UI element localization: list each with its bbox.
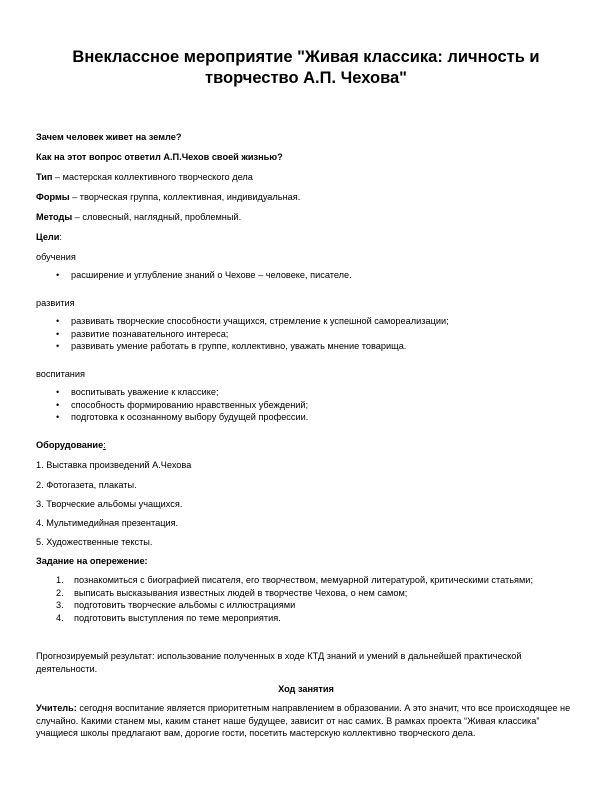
- forms-text: – творческая группа, коллективная, индивидуальная.: [69, 192, 301, 202]
- methods-label: Методы: [36, 212, 73, 222]
- education-label: обучения: [36, 252, 76, 262]
- type-label: Тип: [36, 172, 53, 182]
- equipment-item: 2. Фотогазета, плакаты.: [36, 480, 137, 490]
- methods-text: – словесный, наглядный, проблемный.: [72, 212, 242, 222]
- advance-task-list: [56, 574, 574, 624]
- item-number: 1.: [56, 575, 64, 585]
- list-item: • развивать умение работать в группе, коллективно, уважать мнение товарища.: [56, 340, 449, 353]
- goals-label: Цели: [36, 232, 60, 242]
- list-item: • развитие познавательного интереса;: [56, 328, 449, 341]
- list-item: • расширение и углубление знаний о Чехове – человеке, писателе.: [56, 269, 352, 282]
- item-number: 2.: [56, 587, 64, 598]
- item-number: 4.: [56, 612, 64, 623]
- list-item: [56, 587, 574, 600]
- list-item: [56, 574, 574, 587]
- equipment-item: 4. Мультимедийная презентация.: [36, 518, 179, 528]
- upbringing-list: [56, 386, 308, 424]
- goals-colon: :: [59, 232, 62, 242]
- forms-label: Формы: [36, 192, 70, 202]
- teacher-paragraph: [36, 702, 576, 740]
- item-text: познакомиться с биографией писателя, его творчеством, мемуарной литературой, критическими статьями;: [74, 575, 533, 585]
- expected-result: Прогнозируемый результат: использование полученных в ходе КТД знаний и умений в дальнейшей практической деятельности.: [36, 651, 522, 674]
- page-title: Внеклассное мероприятие "Живая классика: личность и творчество А.П. Чехова": [72, 48, 540, 87]
- education-list: [56, 269, 352, 282]
- teacher-text: сегодня воспитание является приоритетным направлением в образовании. А это значит, что все происходящее не случайно. Какими станем мы, каким станет наше будущее, зависит от нас самих. В рамках проекта “Живая классика” учащиеся школы предлагают вам, дорогие гости, посетить мастерскую коллективно творческого дела.: [36, 703, 571, 738]
- methods-line: [36, 211, 241, 223]
- goals-heading: [36, 231, 62, 243]
- question-1: Зачем человек живет на земле?: [36, 132, 182, 142]
- teacher-label: Учитель:: [36, 703, 77, 713]
- list-item: • подготовка к осознанному выбору будущей профессии.: [56, 411, 308, 424]
- list-item: [56, 612, 574, 625]
- list-item: • способность формированию нравственных убеждений;: [56, 399, 308, 412]
- upbringing-label: воспитания: [36, 369, 85, 379]
- list-item: • развивать творческие способности учащихся, стремление к успешной самореализации;: [56, 315, 449, 328]
- development-label: развития: [36, 298, 75, 308]
- type-line: [36, 171, 253, 183]
- item-number: 3.: [56, 600, 64, 610]
- question-2: Как на этот вопрос ответил А.П.Чехов своей жизнью?: [36, 152, 283, 162]
- development-list: [56, 315, 449, 353]
- item-text: выписать высказывания известных людей в творчестве Чехова, о нем самом;: [74, 587, 408, 598]
- advance-task-heading: Задание на опережение:: [36, 556, 148, 566]
- equipment-item: 1. Выставка произведений А.Чехова: [36, 460, 192, 470]
- lesson-heading: Ход занятия: [278, 684, 334, 694]
- forms-line: [36, 191, 300, 203]
- list-item: • воспитывать уважение к классике;: [56, 386, 308, 399]
- type-text: – мастерская коллективного творческого дела: [52, 172, 253, 182]
- item-text: подготовить творческие альбомы с иллюстрациями: [74, 600, 296, 610]
- item-text: подготовить выступления по теме мероприятия.: [74, 612, 281, 623]
- equipment-item: 3. Творческие альбомы учащихся.: [36, 499, 183, 509]
- equipment-item: 5. Художественные тексты.: [36, 537, 153, 547]
- equipment-heading: [36, 439, 106, 451]
- equipment-colon: :: [103, 440, 106, 450]
- equipment-label: Оборудование: [36, 440, 104, 450]
- list-item: [56, 599, 574, 612]
